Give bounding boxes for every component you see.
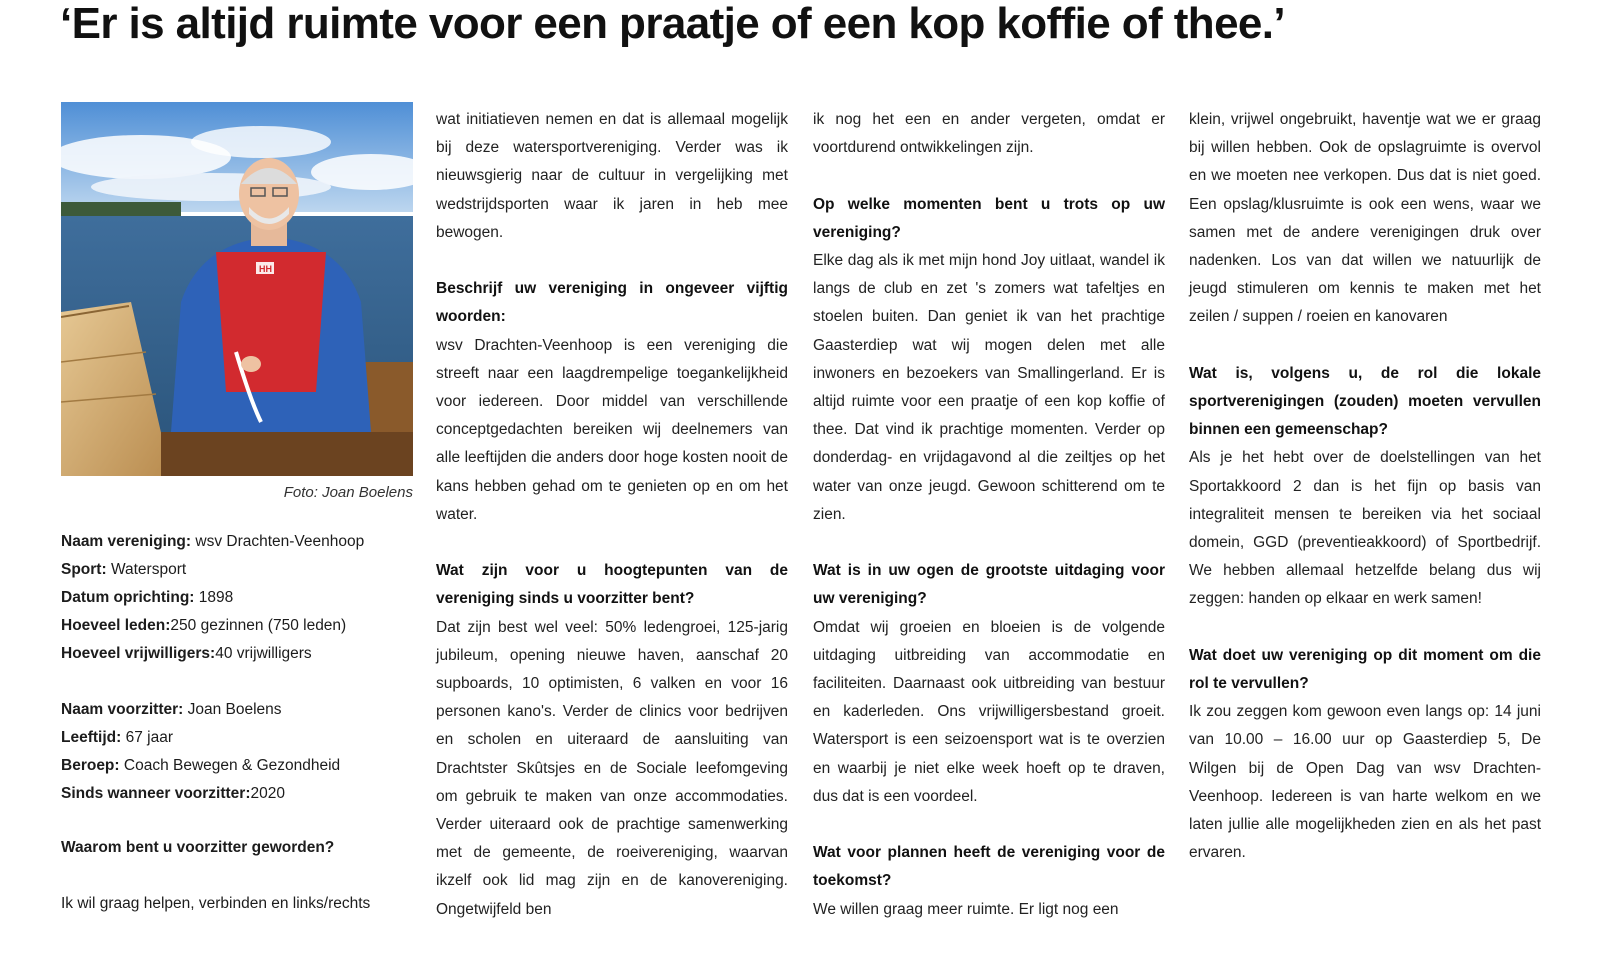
fact-sport: Sport: Watersport	[61, 561, 187, 578]
answer-text: Ik zou zeggen kom gewoon even langs op: 14 juni van 10.00 – 16.00 uur op Gaasterdiep 5, De Wilgen bij de Open Dag van wsv Drachten-Veenhoop. Iedereen is van harte welkom en we laten jullie alle mogelijkheden zien en als het past ervaren.	[1189, 703, 1541, 862]
question-heading: Wat zijn voor u hoogtepunten van de vereniging sinds u voorzitter bent?	[436, 562, 788, 608]
fact-chair: Naam voorzitter: Joan Boelens	[61, 701, 282, 718]
text-column-1	[436, 106, 788, 924]
fact-volunteers: Hoeveel vrijwilligers:40 vrijwilligers	[61, 645, 312, 662]
fact-founded: Datum oprichting: 1898	[61, 589, 234, 606]
question-heading: Wat voor plannen heeft de vereniging voor de toekomst?	[813, 844, 1165, 890]
answer-text: ik nog het een en ander vergeten, omdat er voortdurend ontwikkelingen zijn.	[813, 111, 1165, 157]
photo-caption: Foto: Joan Boelens	[283, 484, 413, 501]
question-heading: Wat doet uw vereniging op dit moment om die rol te vervullen?	[1189, 646, 1541, 693]
answer-text: wsv Drachten-Veenhoop is een vereniging die streeft naar een laagdrempelige toegankelijkheid voor iedereen. Door middel van verschillende conceptgedachten bereiken wij deelnemers van alle leeftijden die anders door hoge kosten nooit de kans hebben gehad om te genieten op en om het water.	[436, 336, 788, 523]
fact-since: Sinds wanneer voorzitter:2020	[61, 785, 285, 802]
question-heading: Waarom bent u voorzitter geworden?	[61, 839, 335, 856]
question-heading: Wat is, volgens u, de rol die lokale sportverenigingen (zouden) moeten vervullen binnen een gemeenschap?	[1189, 364, 1541, 439]
answer-text: Ik wil graag helpen, verbinden en links/rechts	[61, 895, 371, 912]
vest-logo: HH	[259, 264, 272, 274]
question-heading: Wat is in uw ogen de grootste uitdaging voor uw vereniging?	[813, 562, 1165, 608]
question-heading: Op welke momenten bent u trots op uw vereniging?	[813, 195, 1165, 241]
text-column-3	[1189, 106, 1541, 867]
answer-text: Als je het hebt over de doelstellingen van het Sportakkoord 2 dan is het fijn op basis van integraliteit mensen te bereiken via het sociaal domein, GGD (preventieakkoord) of Sportbedrijf. We hebben allemaal hetzelfde belang dus wij zeggen: handen op elkaar en werk samen!	[1189, 449, 1541, 608]
answer-text: Dat zijn best wel veel: 50% ledengroei, 125-jarig jubileum, opening nieuwe haven, aanschaf 20 supboards, 10 optimisten, 6 valken en voor 16 personen kano's. Verder de clinics voor bedrijven en scholen en uiteraard de aansluiting van Drachtster Skûtsjes en de Sociale leefomgeving om gebruik te maken van onze accommodaties. Verder uiteraard ook de prachtige samenwerking met de gemeente, de roeivereniging, waarvan ikzelf ook lid mag zijn en de kanovereniging. Ongetwijfeld ben	[436, 618, 788, 918]
fact-members: Hoeveel leden:250 gezinnen (750 leden)	[61, 617, 347, 634]
fact-job: Beroep: Coach Bewegen & Gezondheid	[61, 757, 341, 774]
fact-club: Naam vereniging: wsv Drachten-Veenhoop	[61, 533, 365, 550]
chairman-photo	[61, 102, 413, 476]
answer-text: Elke dag als ik met mijn hond Joy uitlaat, wandel ik langs de club en zet 's zomers wat tafeltjes en stoelen buiten. Dan geniet ik van het prachtige Gaasterdiep wat wij mogen delen met alle inwoners en bezoekers van Smallingerland. Er is altijd ruimte voor een praatje of een kop koffie of thee. Dat vind ik prachtige momenten. Verder op donderdag- en vrijdagavond al die zeiltjes op het water van onze jeugd. Gewoon schitterend om te zien.	[813, 252, 1165, 523]
article-headline: ‘Er is altijd ruimte voor een praatje of een kop koffie of thee.’	[60, 0, 1286, 48]
answer-text: klein, vrijwel ongebruikt, haventje wat we er graag bij willen hebben. Ook de opslagruimte is overvol en we moeten nee verkopen. Dus dat is niet goed. Een opslag/klusruimte is ook een wens, waar we samen met de andere verenigingen druk over nadenken. Los van dat willen we natuurlijk de jeugd stimuleren om kennis te maken met het zeilen / suppen / roeien en kanovaren	[1189, 111, 1541, 326]
answer-text: wat initiatieven nemen en dat is allemaal mogelijk bij deze watersportvereniging. Verder was ik nieuwsgierig naar de cultuur in vergelijking met wedstrijdsporten waar ik jaren in heb mee bewogen.	[436, 111, 788, 241]
answer-text: We willen graag meer ruimte. Er ligt nog een	[813, 900, 1119, 918]
fact-box	[61, 528, 421, 808]
fact-age: Leeftijd: 67 jaar	[61, 729, 173, 746]
question-heading: Beschrijf uw vereniging in ongeveer vijftig woorden:	[436, 280, 788, 326]
text-column-2	[813, 106, 1165, 924]
answer-text: Omdat wij groeien en bloeien is de volgende uitdaging uitbreiding van accommodatie en faciliteiten. Daarnaast ook uitbreiding van bestuur en kaderleden. Ons vrijwilligersbestand groeit. Watersport is een seizoensport wat is te overzien en waarbij je niet elke week hoeft op te draven, dus dat is een voordeel.	[813, 618, 1165, 805]
question-block-1	[61, 834, 413, 918]
